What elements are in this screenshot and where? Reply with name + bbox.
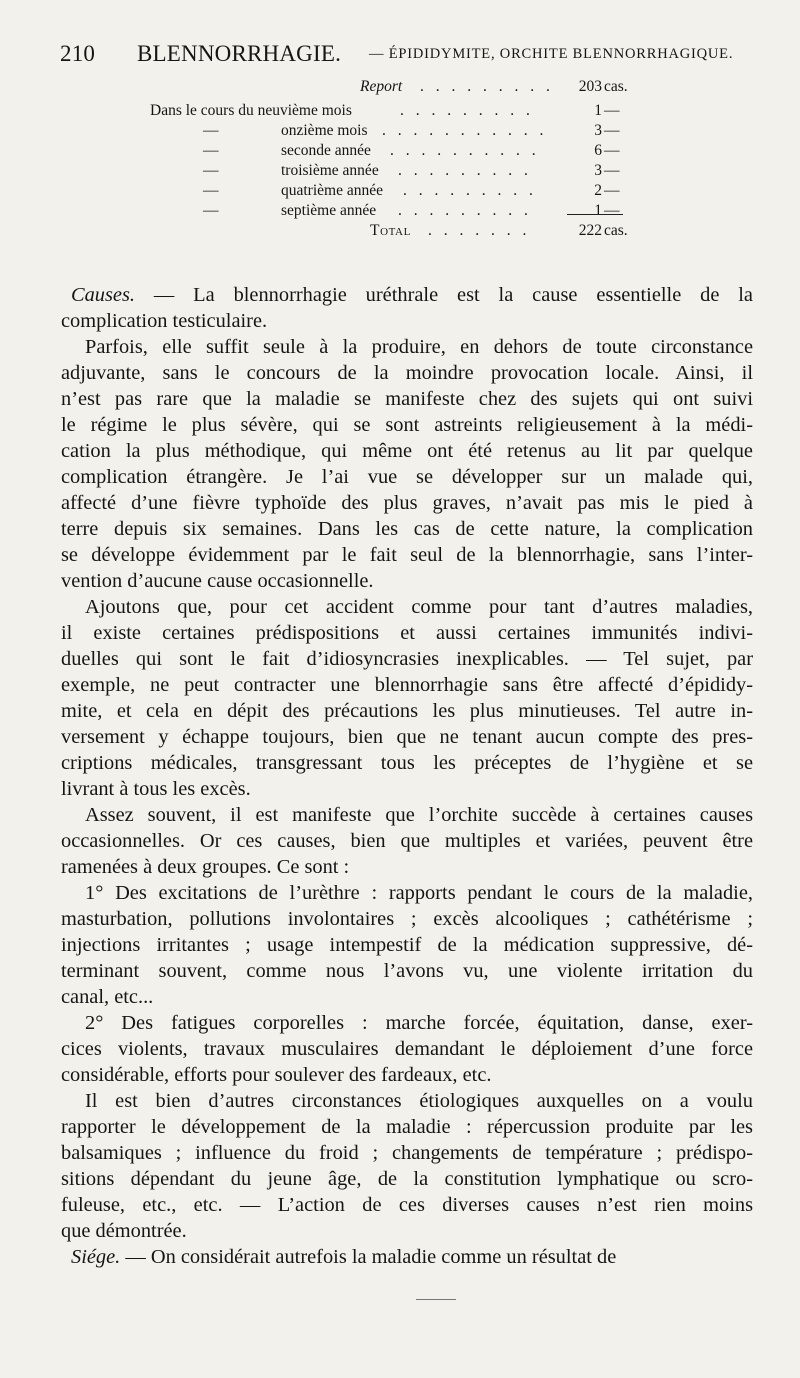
total-label: Total — [370, 222, 411, 239]
row-label: quatrième année — [281, 182, 383, 199]
report-unit: cas. — [604, 78, 628, 95]
section-heading: Siége. — [71, 1246, 121, 1268]
running-subtitle: — ÉPIDIDYMITE, ORCHITE BLENNORRHAGIQUE. — [369, 46, 734, 62]
footer-rule — [416, 1299, 456, 1300]
line-text: considérable, efforts pour soulever des fardeaux, etc. — [61, 1064, 492, 1086]
line-text: occasionnelles. Or ces causes, bien que multiples et variées, peuvent être — [61, 830, 753, 852]
section-heading: Causes. — [71, 284, 136, 306]
text-line — [61, 750, 753, 776]
text-line — [61, 360, 753, 386]
line-text: criptions médicales, transgressant tous les préceptes de l’hygiène et se — [61, 752, 753, 774]
row-unit: — — [604, 122, 620, 139]
line-text: mite, et cela en dépit des précautions les plus minutieuses. Tel autre in- — [61, 700, 753, 722]
line-text: sitions dépendant du jeune âge, de la constitution lymphatique ou scro- — [61, 1168, 753, 1190]
report-row — [0, 78, 800, 102]
ditto-dash: — — [203, 122, 219, 139]
leader-dots: . . . . . . . . . — [420, 78, 554, 95]
text-line — [61, 646, 753, 672]
text-line — [61, 282, 753, 308]
line-text: duelles qui sont le fait d’idiosyncrasies inexplicables. — Tel sujet, par — [61, 648, 753, 670]
row-label: seconde année — [281, 142, 371, 159]
text-line — [61, 1062, 753, 1088]
text-line — [61, 1244, 753, 1270]
text-line — [61, 490, 753, 516]
leader-dots: . . . . . . . . . . . — [382, 122, 548, 139]
text-line — [61, 724, 753, 750]
ditto-dash: — — [203, 182, 219, 199]
text-line — [61, 438, 753, 464]
text-line — [61, 1036, 753, 1062]
text-line — [61, 334, 753, 360]
line-text: rapporter le développement de la maladie : répercussion produite par les — [61, 1116, 753, 1138]
report-value: 203 — [578, 78, 602, 95]
row-value: 3 — [594, 162, 602, 179]
ditto-dash: — — [203, 162, 219, 179]
text-line — [61, 386, 753, 412]
line-text: balsamiques ; influence du froid ; changements de température ; prédispo- — [61, 1142, 753, 1164]
text-line — [61, 1010, 753, 1036]
line-text: canal, etc... — [61, 986, 154, 1008]
leader-dots: . . . . . . . — [428, 222, 531, 239]
line-text: terre depuis six semaines. Dans les cas de cette nature, la complication — [61, 518, 753, 540]
text-line — [61, 620, 753, 646]
line-text: masturbation, pollutions involontaires ; excès alcooliques ; cathétérisme ; — [61, 908, 753, 930]
report-label: Report — [360, 78, 403, 95]
body-text — [61, 282, 753, 1270]
line-text: ramenées à deux groupes. Ce sont : — [61, 856, 350, 878]
text-line — [61, 1140, 753, 1166]
running-title: BLENNORRHAGIE. — [137, 41, 342, 66]
text-line — [61, 594, 753, 620]
line-text: n’est pas rare que la maladie se manifeste chez des sujets qui ont suivi — [61, 388, 753, 410]
text-line — [61, 958, 753, 984]
row-label: septième année — [281, 202, 377, 219]
line-text: cation la plus méthodique, qui même ont été retenus au lit par quelque — [61, 440, 753, 462]
text-line — [61, 308, 753, 334]
leader-dots: . . . . . . . . . . — [390, 142, 540, 159]
text-line — [61, 516, 753, 542]
text-line — [61, 1114, 753, 1140]
row-label: onzième mois — [281, 122, 368, 139]
line-text: cices violents, travaux musculaires demandant le déploiement d’une force — [61, 1038, 753, 1060]
line-text: complication étrangère. Je l’ai vue se développer sur un malade qui, — [61, 466, 753, 488]
line-text: 1° Des excitations de l’urèthre : rapports pendant le cours de la maladie, — [85, 882, 753, 904]
text-line — [61, 464, 753, 490]
total-value: 222 — [578, 222, 602, 239]
row-value: 1 — [594, 202, 602, 219]
line-text: vention d’aucune cause occasionnelle. — [61, 570, 374, 592]
line-text: Assez souvent, il est manifeste que l’orchite succède à certaines causes — [85, 804, 753, 826]
line-text: le régime le plus sévère, qui se sont astreints religieusement à la médi- — [61, 414, 753, 436]
text-line — [61, 568, 753, 594]
row-value: 3 — [594, 122, 602, 139]
leader-dots: . . . . . . . . . — [403, 182, 537, 199]
text-line — [61, 672, 753, 698]
line-text: se développe évidemment par le fait seul de la blennorrhagie, sans l’inter- — [61, 544, 753, 566]
line-text: fuleuse, etc., etc. — L’action de ces diverses causes n’est rien moins — [61, 1194, 753, 1216]
line-text: livrant à tous les excès. — [61, 778, 251, 800]
leader-dots: . . . . . . . . . — [398, 202, 532, 219]
line-text: injections irritantes ; usage intempestif de la médication suppressive, dé- — [61, 934, 753, 956]
sum-rule — [567, 214, 623, 215]
ditto-dash: — — [203, 142, 219, 159]
text-line — [61, 412, 753, 438]
page-number: 210 — [60, 41, 96, 66]
text-line — [61, 880, 753, 906]
text-line — [61, 802, 753, 828]
row-value: 6 — [594, 142, 602, 159]
text-line — [61, 542, 753, 568]
total-unit: cas. — [604, 222, 628, 239]
row-label: Dans le cours du neuvième mois — [150, 102, 352, 119]
row-unit: — — [604, 162, 620, 179]
row-unit: — — [604, 102, 620, 119]
text-line — [61, 1166, 753, 1192]
running-head — [60, 41, 754, 75]
line-text: Il est bien d’autres circonstances étiologiques auxquelles on a voulu — [85, 1090, 753, 1112]
line-text: exemple, ne peut contracter une blennorrhagie sans être affecté d’épididy- — [61, 674, 753, 696]
line-text: que démontrée. — [61, 1220, 187, 1242]
line-text: adjuvante, sans le concours de la moindre provocation locale. Ainsi, il — [61, 362, 753, 384]
line-text: terminant souvent, comme nous l’avons vu, une violente irritation du — [61, 960, 753, 982]
text-line — [61, 828, 753, 854]
leader-dots: . . . . . . . . . — [398, 162, 532, 179]
text-line — [61, 776, 753, 802]
row-unit: — — [604, 142, 620, 159]
text-line — [61, 1218, 753, 1244]
row-unit: — — [604, 202, 620, 219]
text-line — [61, 1088, 753, 1114]
line-text: Parfois, elle suffit seule à la produire, en dehors de toute circonstance — [85, 336, 753, 358]
row-unit: — — [604, 182, 620, 199]
text-line — [61, 854, 753, 880]
line-text: Ajoutons que, pour cet accident comme pour tant d’autres maladies, — [85, 596, 753, 618]
row-value: 1 — [594, 102, 602, 119]
line-text: — On considérait autrefois la maladie comme un résultat de — [120, 1246, 617, 1268]
ditto-dash: — — [203, 202, 219, 219]
line-text: affecté d’une fièvre typhoïde des plus graves, n’avait pas mis le pied à — [61, 492, 753, 514]
line-text: complication testiculaire. — [61, 310, 268, 332]
line-text: il existe certaines prédispositions et aussi certaines immunités indivi- — [61, 622, 753, 644]
row-value: 2 — [594, 182, 602, 199]
text-line — [61, 984, 753, 1010]
row-label: troisième année — [281, 162, 379, 179]
total-row — [0, 222, 800, 246]
text-line — [61, 906, 753, 932]
line-text: versement y échappe toujours, bien que ne tenant aucun compte des pres- — [61, 726, 753, 748]
text-line — [61, 1192, 753, 1218]
text-line — [61, 698, 753, 724]
text-line — [61, 932, 753, 958]
leader-dots: . . . . . . . . . — [400, 102, 534, 119]
line-text: — La blennorrhagie uréthrale est la cause essentielle de la — [135, 284, 753, 306]
line-text: 2° Des fatigues corporelles : marche forcée, équitation, danse, exer- — [85, 1012, 753, 1034]
